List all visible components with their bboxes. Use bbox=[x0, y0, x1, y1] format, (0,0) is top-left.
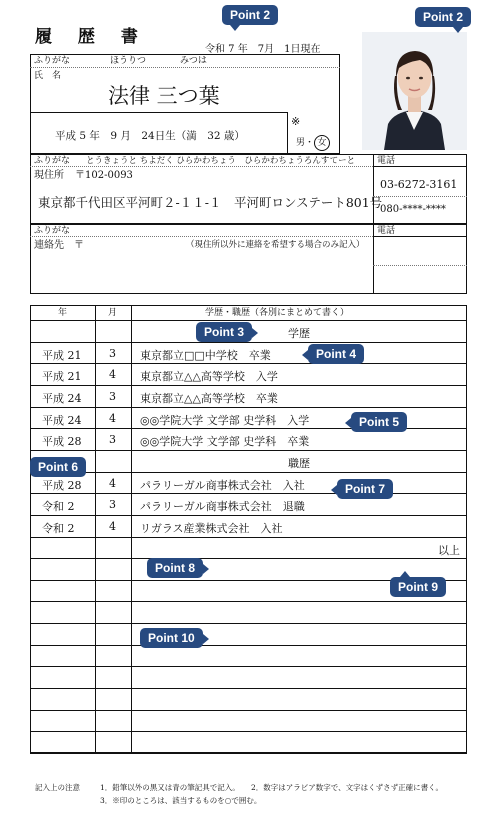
name-label: 氏 名 bbox=[34, 71, 62, 81]
history-row-content: 以上 bbox=[438, 543, 460, 557]
name-furigana-label: ふりがな bbox=[34, 56, 71, 66]
notes-line-1: 1．鉛筆以外の黒又は青の筆記具で記入。 2．数字はアラビア数字で、文字はくずさず正確に書く。 bbox=[100, 783, 443, 792]
birth-date: 平成 5 年 9 月 24日生（満 32 歳） bbox=[55, 130, 245, 142]
history-row-content: 東京都立□□中学校 卒業 bbox=[140, 348, 271, 362]
history-row-month: 4 bbox=[109, 368, 116, 382]
callout-point-10: Point 10 bbox=[140, 628, 203, 648]
address-phone-label: 電話 bbox=[377, 156, 396, 166]
history-row-year: 平成 24 bbox=[42, 413, 82, 427]
address-furigana: とうきょうと ちよだく ひらかわちょう ひらかわちょうろんすてーと bbox=[86, 156, 356, 166]
address-postal: 〒102-0093 bbox=[75, 170, 133, 181]
address-line: 東京都千代田区平河町２-１１-１ 平河町ロンステート801号 bbox=[38, 195, 383, 210]
name-furigana-first: みつは bbox=[180, 56, 207, 66]
history-row-year: 平成 21 bbox=[42, 370, 82, 384]
callout-point-4: Point 4 bbox=[308, 344, 364, 364]
callout-point-2-photo: Point 2 bbox=[415, 7, 471, 27]
history-header-year: 年 bbox=[58, 308, 68, 318]
contact-phone-label: 電話 bbox=[377, 226, 396, 236]
history-row-content: 東京都立△△高等学校 入学 bbox=[140, 370, 278, 384]
notes-label: 記入上の注意 bbox=[35, 783, 80, 792]
history-row-month: 3 bbox=[109, 498, 116, 512]
applicant-photo bbox=[362, 32, 467, 150]
history-row-month: 3 bbox=[109, 433, 116, 447]
gender-field: 男・ 女 bbox=[296, 135, 330, 151]
history-row-content: ◎◎学院大学 文学部 史学科 入学 bbox=[140, 413, 310, 427]
address-furigana-label: ふりがな bbox=[34, 156, 71, 166]
history-row-year: 平成 28 bbox=[42, 478, 82, 492]
callout-point-9: Point 9 bbox=[390, 577, 446, 597]
history-row-content: 職歴 bbox=[288, 456, 310, 470]
address-label: 現住所 bbox=[34, 170, 64, 181]
history-header-month: 月 bbox=[108, 308, 118, 318]
history-row-content: 東京都立△△高等学校 卒業 bbox=[140, 391, 278, 405]
gender-asterisk: ※ bbox=[291, 115, 301, 128]
history-row-year: 令和 2 bbox=[42, 500, 75, 514]
resume-date: 令和 7 年 7月 1日現在 bbox=[205, 44, 321, 55]
history-row-month: 3 bbox=[109, 389, 116, 403]
callout-point-2-date: Point 2 bbox=[222, 5, 278, 25]
contact-note: （現住所以外に連絡を希望する場合のみ記入） bbox=[186, 240, 365, 250]
history-row-content: パラリーガル商事株式会社 入社 bbox=[140, 478, 305, 492]
phone-2: 080-****-**** bbox=[380, 204, 446, 215]
callout-point-5: Point 5 bbox=[351, 412, 407, 432]
callout-point-3: Point 3 bbox=[196, 322, 252, 342]
contact-furigana-label: ふりがな bbox=[34, 226, 71, 236]
callout-point-7: Point 7 bbox=[337, 479, 393, 499]
notes-line-2: 3．※印のところは、該当するものを○で囲む。 bbox=[100, 796, 262, 805]
contact-label: 連絡先 〒 bbox=[34, 240, 84, 251]
portrait-photo bbox=[362, 32, 467, 150]
history-row-year: 平成 21 bbox=[42, 348, 82, 362]
history-row-content: リガラス産業株式会社 入社 bbox=[140, 521, 283, 535]
applicant-name: 法律 三つ葉 bbox=[108, 84, 220, 108]
callout-point-6: Point 6 bbox=[30, 457, 86, 477]
history-row-month: 4 bbox=[109, 411, 116, 425]
resume-title: 履 歴 書 bbox=[35, 27, 148, 47]
history-row-month: 4 bbox=[109, 476, 116, 490]
history-row-content: 学歴 bbox=[288, 327, 310, 340]
name-furigana-last: ほうりつ bbox=[110, 56, 147, 66]
contact-box bbox=[30, 224, 467, 294]
history-row-month: 3 bbox=[109, 346, 116, 360]
history-row-year: 平成 28 bbox=[42, 435, 82, 449]
gender-female-circled: 女 bbox=[314, 135, 330, 151]
callout-point-8: Point 8 bbox=[147, 558, 203, 578]
history-row-year: 令和 2 bbox=[42, 521, 75, 535]
phone-1: 03-6272-3161 bbox=[380, 178, 458, 191]
history-row-content: ◎◎学院大学 文学部 史学科 卒業 bbox=[140, 435, 310, 449]
history-row-month: 4 bbox=[109, 519, 116, 533]
history-row-year: 平成 24 bbox=[42, 391, 82, 405]
history-row-content: パラリーガル商事株式会社 退職 bbox=[140, 500, 305, 514]
history-header-content: 学歴・職歴（各別にまとめて書く） bbox=[205, 308, 350, 318]
